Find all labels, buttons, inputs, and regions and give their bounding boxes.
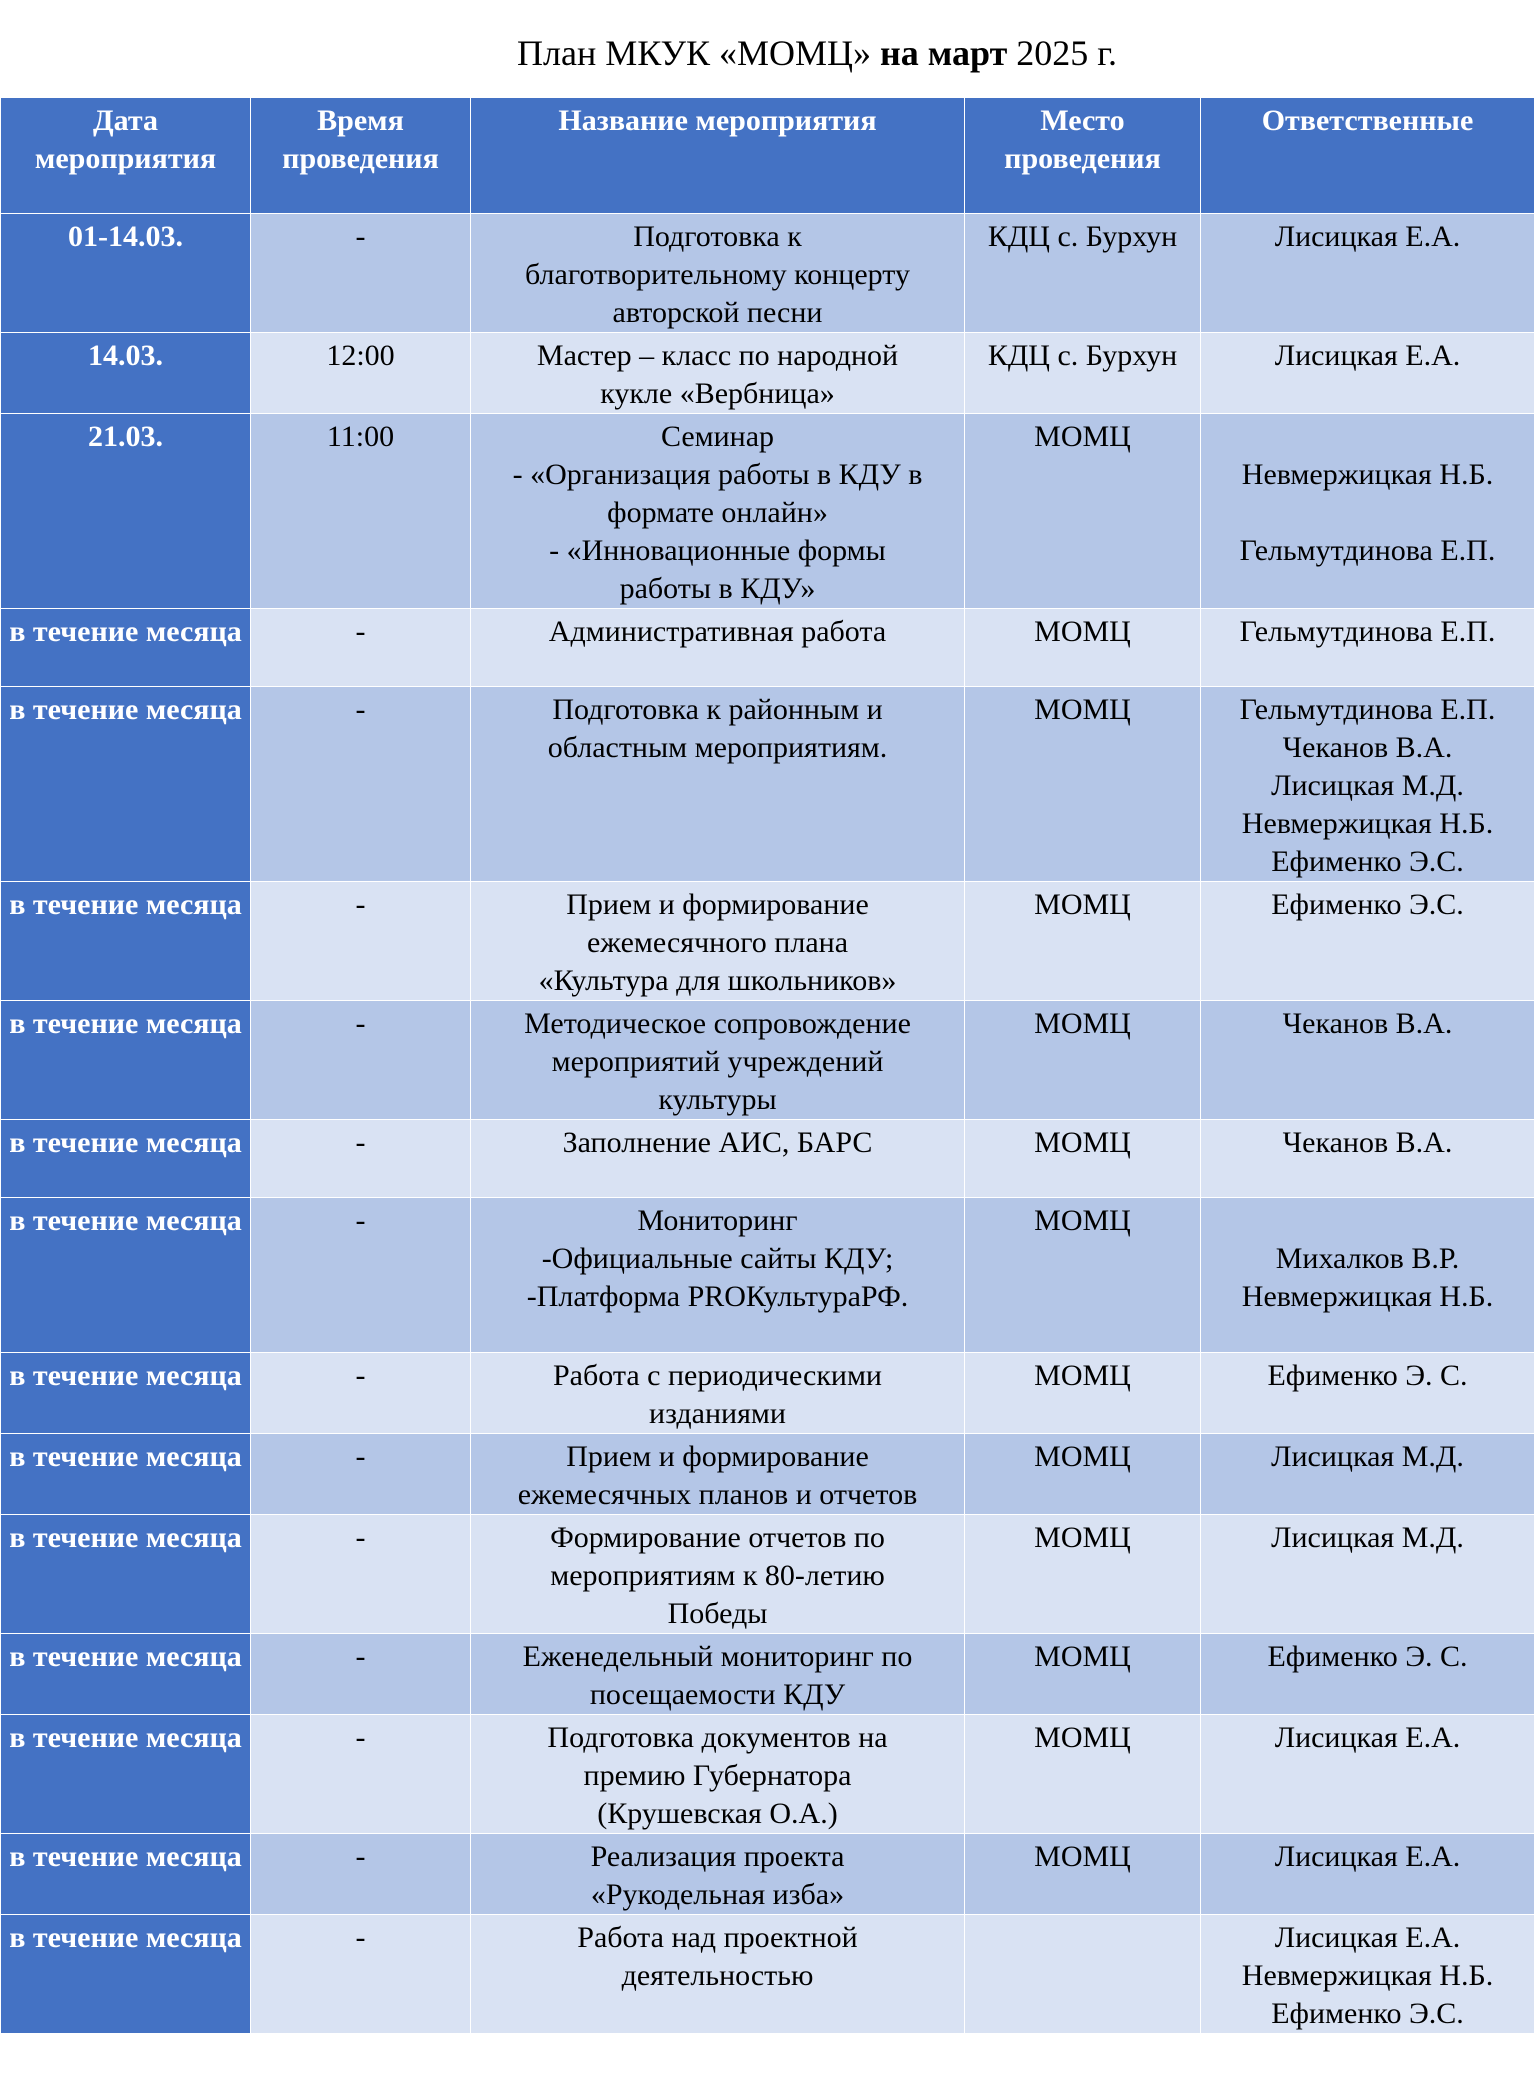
responsible-line: Михалков В.Р.: [1275, 1242, 1460, 1275]
responsible-line: Лисицкая Е.А.: [1274, 1840, 1461, 1873]
cell-responsible: [1201, 1353, 1534, 1434]
event-name-line: Методическое сопровождение: [524, 1007, 911, 1040]
cell-place: МОМЦ: [965, 414, 1201, 609]
cell-responsible: [1201, 1120, 1534, 1198]
table-row: [1, 1715, 1534, 1834]
cell-responsible: [1201, 687, 1534, 882]
cell-time: -: [251, 1715, 471, 1834]
event-name-line: -Платформа PROКультураРФ.: [526, 1280, 909, 1313]
cell-event-name: [471, 1715, 965, 1834]
responsible-line: Чеканов В.А.: [1282, 1126, 1453, 1159]
cell-place: МОМЦ: [965, 1120, 1201, 1198]
cell-time: 12:00: [251, 333, 471, 414]
cell-event-name: [471, 1120, 965, 1198]
cell-time: -: [251, 1915, 471, 2034]
cell-responsible: [1201, 1834, 1534, 1915]
responsible-line: Ефименко Э.С.: [1271, 845, 1464, 878]
responsible-line: Невмержицкая Н.Б.: [1241, 1280, 1494, 1313]
cell-place: МОМЦ: [965, 1634, 1201, 1715]
event-name-line: Прием и формирование: [566, 1440, 869, 1473]
cell-date: 01-14.03.: [1, 214, 251, 333]
cell-time: -: [251, 1834, 471, 1915]
cell-event-name: [471, 609, 965, 687]
event-name-line: премию Губернатора: [583, 1759, 852, 1792]
table-row: [1, 1120, 1534, 1198]
cell-date: в течение месяца: [1, 1353, 251, 1434]
event-name-line: посещаемости КДУ: [589, 1678, 846, 1711]
table-row: [1, 882, 1534, 1001]
table-header-row: [1, 98, 1534, 214]
event-name-line: работы в КДУ»: [619, 572, 816, 605]
event-name-line: формате онлайн»: [607, 496, 828, 529]
event-name-line: Подготовка к районным и: [552, 693, 883, 726]
cell-date: в течение месяца: [1, 687, 251, 882]
table-row: [1, 333, 1534, 414]
cell-responsible: [1201, 1198, 1534, 1353]
event-name-line: Подготовка документов на: [547, 1721, 888, 1754]
event-name-line: Работа с периодическими: [553, 1359, 882, 1392]
cell-event-name: [471, 1834, 965, 1915]
cell-responsible: [1201, 609, 1534, 687]
responsible-line: Невмержицкая Н.Б.: [1241, 1959, 1494, 1992]
event-name-line: ежемесячных планов и отчетов: [517, 1478, 918, 1511]
cell-responsible: [1201, 882, 1534, 1001]
cell-date: в течение месяца: [1, 609, 251, 687]
event-name-line: изданиями: [649, 1397, 786, 1430]
cell-time: -: [251, 1353, 471, 1434]
event-name-line: благотворительному концерту: [525, 258, 910, 291]
page-title: [0, 30, 1534, 76]
event-name-line: Реализация проекта: [590, 1840, 845, 1873]
cell-event-name: [471, 414, 965, 609]
cell-responsible: [1201, 414, 1534, 609]
responsible-line: Ефименко Э. С.: [1267, 1359, 1468, 1392]
cell-date: в течение месяца: [1, 882, 251, 1001]
cell-responsible: [1201, 333, 1534, 414]
responsible-line: [1207, 418, 1528, 456]
column-header-name: Название мероприятия: [471, 98, 965, 214]
event-name-line: авторской песни: [612, 296, 823, 329]
table-row: [1, 214, 1534, 333]
cell-time: -: [251, 609, 471, 687]
event-name-line: деятельностью: [621, 1959, 814, 1992]
responsible-line: Лисицкая М.Д.: [1271, 769, 1464, 802]
cell-date: в течение месяца: [1, 1715, 251, 1834]
responsible-line: Ефименко Э.С.: [1271, 1997, 1464, 2030]
cell-responsible: [1201, 1634, 1534, 1715]
cell-responsible: [1201, 1434, 1534, 1515]
cell-event-name: [471, 1434, 965, 1515]
cell-place: МОМЦ: [965, 1434, 1201, 1515]
event-name-line: Прием и формирование: [566, 888, 869, 921]
cell-time: 11:00: [251, 414, 471, 609]
event-name-line: Формирование отчетов по: [550, 1521, 885, 1554]
cell-date: в течение месяца: [1, 1198, 251, 1353]
table-row: [1, 1915, 1534, 2034]
responsible-line: Чеканов В.А.: [1282, 731, 1453, 764]
event-name-line: - «Инновационные формы: [549, 534, 886, 567]
title-suffix: 2025 г.: [1016, 33, 1117, 73]
cell-place: МОМЦ: [965, 1515, 1201, 1634]
cell-responsible: [1201, 1515, 1534, 1634]
responsible-line: Гельмутдинова Е.П.: [1239, 693, 1496, 726]
event-name-line: Подготовка к: [633, 220, 802, 253]
event-name-line: культуры: [658, 1083, 777, 1116]
title-bold: на март: [880, 33, 1008, 73]
event-name-line: Семинар: [660, 420, 775, 453]
column-header-responsible: Ответственные: [1201, 98, 1534, 214]
event-name-line: мероприятиям к 80-летию: [550, 1559, 885, 1592]
table-row: [1, 1001, 1534, 1120]
responsible-line: Лисицкая Е.А.: [1274, 339, 1461, 372]
cell-responsible: [1201, 214, 1534, 333]
cell-event-name: [471, 214, 965, 333]
cell-responsible: [1201, 1915, 1534, 2034]
responsible-line: [1207, 494, 1528, 532]
responsible-line: Ефименко Э. С.: [1267, 1640, 1468, 1673]
responsible-line: Лисицкая Е.А.: [1274, 1721, 1461, 1754]
cell-time: -: [251, 1198, 471, 1353]
cell-date: в течение месяца: [1, 1120, 251, 1198]
cell-event-name: [471, 1353, 965, 1434]
cell-place: МОМЦ: [965, 1353, 1201, 1434]
column-header-place: Место проведения: [965, 98, 1201, 214]
cell-responsible: [1201, 1715, 1534, 1834]
cell-time: -: [251, 214, 471, 333]
event-name-line: Работа над проектной: [577, 1921, 858, 1954]
event-name-line: Заполнение АИС, БАРС: [562, 1126, 873, 1159]
events-table: [0, 97, 1534, 2034]
cell-event-name: [471, 1198, 965, 1353]
column-header-time: Время проведения: [251, 98, 471, 214]
table-row: [1, 1434, 1534, 1515]
cell-place: КДЦ с. Бурхун: [965, 214, 1201, 333]
table-row: [1, 1515, 1534, 1634]
event-name-line: Еженедельный мониторинг по: [522, 1640, 913, 1673]
cell-time: -: [251, 882, 471, 1001]
table-row: [1, 1834, 1534, 1915]
responsible-line: Гельмутдинова Е.П.: [1239, 534, 1496, 567]
cell-event-name: [471, 882, 965, 1001]
cell-event-name: [471, 1001, 965, 1120]
event-name-line: кукле «Вербница»: [600, 377, 835, 410]
cell-event-name: [471, 333, 965, 414]
responsible-line: Лисицкая М.Д.: [1271, 1521, 1464, 1554]
event-name-line: -Официальные сайты КДУ;: [541, 1242, 894, 1275]
cell-time: -: [251, 1120, 471, 1198]
cell-place: МОМЦ: [965, 1715, 1201, 1834]
cell-time: -: [251, 1634, 471, 1715]
cell-date: в течение месяца: [1, 1915, 251, 2034]
event-name-line: «Культура для школьников»: [538, 964, 897, 997]
responsible-line: [1207, 1202, 1528, 1240]
cell-event-name: [471, 1634, 965, 1715]
cell-place: МОМЦ: [965, 1198, 1201, 1353]
responsible-line: Невмержицкая Н.Б.: [1241, 458, 1494, 491]
responsible-line: Лисицкая Е.А.: [1274, 220, 1461, 253]
event-name-line: областным мероприятиям.: [547, 731, 888, 764]
cell-event-name: [471, 1515, 965, 1634]
event-name-line: «Рукодельная изба»: [590, 1878, 845, 1911]
cell-date: в течение месяца: [1, 1515, 251, 1634]
cell-place: МОМЦ: [965, 1834, 1201, 1915]
cell-date: 21.03.: [1, 414, 251, 609]
cell-date: в течение месяца: [1, 1834, 251, 1915]
cell-time: -: [251, 1434, 471, 1515]
cell-date: в течение месяца: [1, 1634, 251, 1715]
table-row: [1, 414, 1534, 609]
responsible-line: Гельмутдинова Е.П.: [1239, 615, 1496, 648]
cell-date: в течение месяца: [1, 1434, 251, 1515]
table-row: [1, 1198, 1534, 1353]
cell-place: МОМЦ: [965, 882, 1201, 1001]
event-name-line: ежемесячного плана: [586, 926, 849, 959]
event-name-line: (Крушевская О.А.): [597, 1797, 838, 1830]
table-row: [1, 1353, 1534, 1434]
event-name-line: - «Организация работы в КДУ в: [512, 458, 923, 491]
event-name-line: Мониторинг: [637, 1204, 798, 1237]
column-header-date: Дата мероприятия: [1, 98, 251, 214]
cell-place: МОМЦ: [965, 609, 1201, 687]
event-name-line: мероприятий учреждений: [551, 1045, 884, 1078]
cell-place: МОМЦ: [965, 687, 1201, 882]
cell-event-name: [471, 1915, 965, 2034]
cell-time: -: [251, 1515, 471, 1634]
responsible-line: Чеканов В.А.: [1282, 1007, 1453, 1040]
table-row: [1, 1634, 1534, 1715]
table-row: [1, 609, 1534, 687]
cell-place: МОМЦ: [965, 1001, 1201, 1120]
cell-date: в течение месяца: [1, 1001, 251, 1120]
cell-place: КДЦ с. Бурхун: [965, 333, 1201, 414]
cell-event-name: [471, 687, 965, 882]
cell-date: 14.03.: [1, 333, 251, 414]
cell-place: [965, 1915, 1201, 2034]
responsible-line: Лисицкая М.Д.: [1271, 1440, 1464, 1473]
cell-responsible: [1201, 1001, 1534, 1120]
responsible-line: Невмержицкая Н.Б.: [1241, 807, 1494, 840]
cell-time: -: [251, 687, 471, 882]
cell-time: -: [251, 1001, 471, 1120]
table-row: [1, 687, 1534, 882]
title-prefix: План МКУК «МОМЦ»: [517, 33, 872, 73]
event-name-line: Административная работа: [548, 615, 887, 648]
responsible-line: Лисицкая Е.А.: [1274, 1921, 1461, 1954]
event-name-line: Мастер – класс по народной: [536, 339, 899, 372]
event-name-line: Победы: [667, 1597, 768, 1630]
responsible-line: Ефименко Э.С.: [1271, 888, 1464, 921]
